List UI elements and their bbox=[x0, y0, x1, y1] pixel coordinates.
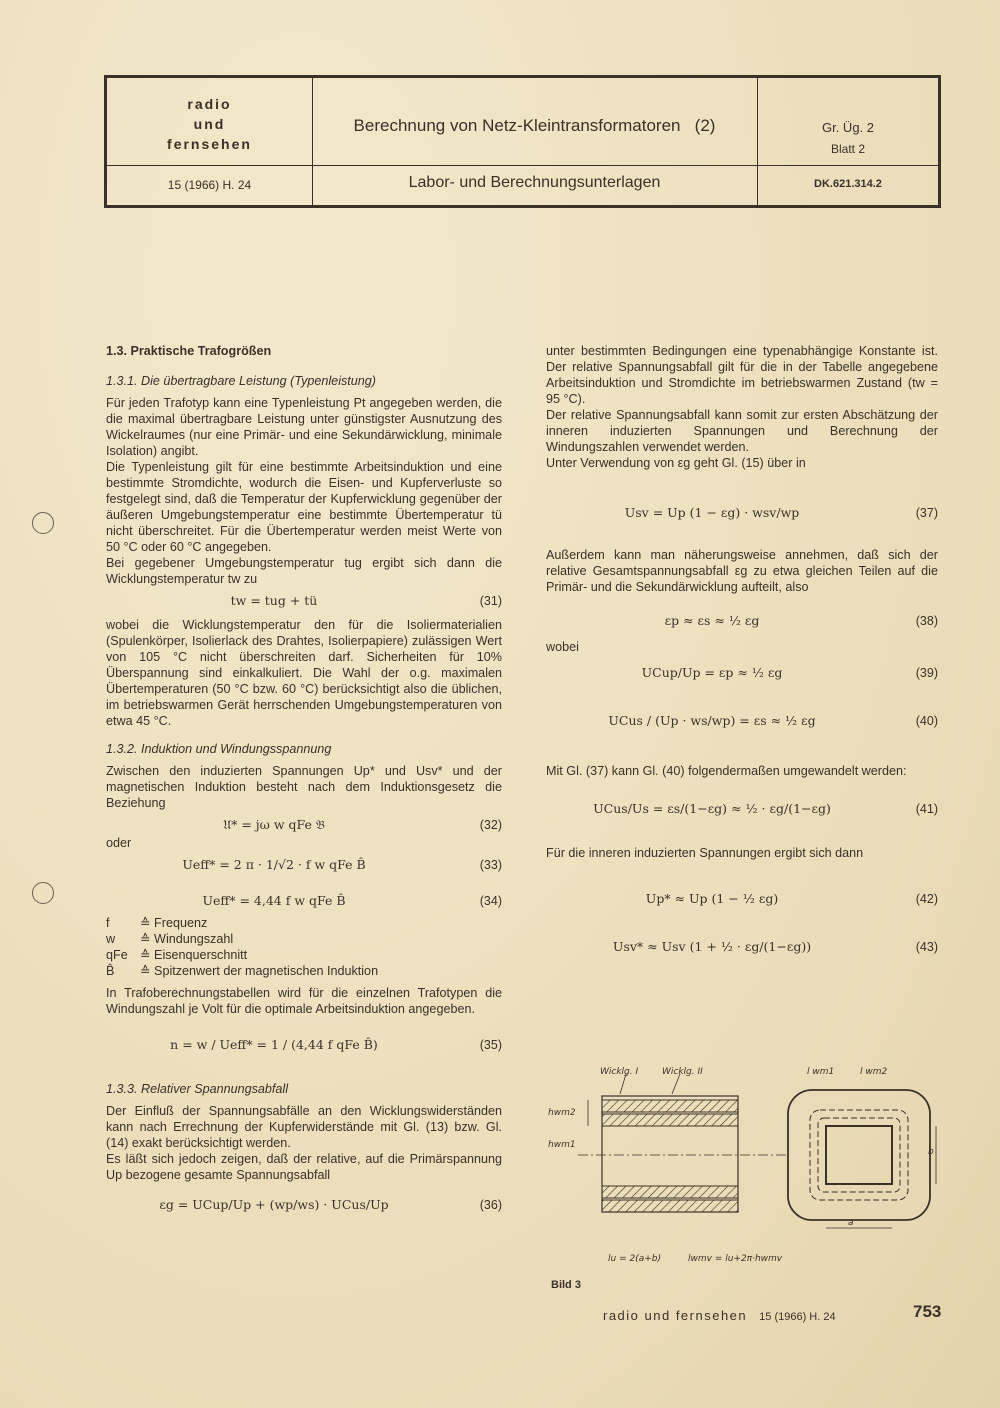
right-column bbox=[546, 343, 938, 965]
equation-31 bbox=[106, 587, 502, 617]
header-box bbox=[104, 75, 941, 208]
list-item bbox=[106, 931, 502, 947]
list-item bbox=[106, 915, 502, 931]
paragraph: Die Typenleistung gilt für eine bestimmte Arbeitsinduktion und eine bestimmte Stromdichte, wodurch die Eisen- und Kupferverluste so festgelegt sind, daß die Temperatur der Kupferwicklung gegenüber der äußeren Umgebungstemperatur eine bestimmte Übertemperatur tü nicht überschreitet. Für die Übertemperatur werden meist Werte von 50 °C oder 60 °C angegeben. bbox=[106, 460, 502, 554]
punch-hole bbox=[32, 882, 54, 904]
symbol-meaning: ≙ Windungszahl bbox=[140, 932, 234, 946]
winding-layer-1 bbox=[602, 1114, 738, 1126]
symbol: B̂ bbox=[106, 964, 115, 978]
equation-formula: UCup/Up = εp ≈ ½ εg bbox=[641, 665, 783, 680]
leader-line bbox=[620, 1074, 626, 1094]
equation-formula: UCus/Us = εs/(1−εg) ≈ ½ · εg/(1−εg) bbox=[593, 801, 831, 816]
section-heading: 1.3. Praktische Trafogrößen bbox=[106, 344, 272, 358]
symbol-meaning: ≙ Eisenquerschnitt bbox=[140, 948, 248, 962]
list-item bbox=[106, 947, 502, 963]
footer-journal: radio und fernsehen bbox=[603, 1308, 748, 1323]
paragraph: Mit Gl. (37) kann Gl. (40) folgendermaßen umgewandelt werden: bbox=[546, 764, 907, 778]
dimension-b-label: b bbox=[928, 1147, 934, 1157]
equation-number: (31) bbox=[479, 594, 502, 608]
subsection-heading: 1.3.1. Die übertragbare Leistung (Typenleistung) bbox=[106, 374, 376, 388]
paragraph: unter bestimmten Bedingungen eine typenabhängige Konstante ist. Der relative Spannungsabfall gilt für die in der Tabelle angegebene Arbeitsinduktion und Stromdichte im betriebswarmen Zustand (tw = 95 °C). bbox=[546, 344, 938, 406]
equation-37 bbox=[546, 471, 938, 547]
winding-2-label: Wicklg. II bbox=[662, 1067, 703, 1077]
oder-label: oder bbox=[106, 836, 132, 850]
paragraph: Für die inneren induzierten Spannungen ergibt sich dann bbox=[546, 846, 864, 860]
equation-number: (40) bbox=[915, 714, 938, 728]
equation-38 bbox=[546, 595, 938, 639]
equation-number: (39) bbox=[915, 666, 938, 680]
equation-number: (34) bbox=[479, 894, 502, 908]
punch-hole bbox=[32, 512, 54, 534]
symbol: f bbox=[106, 916, 110, 930]
equation-formula: Up* ≈ Up (1 − ½ εg) bbox=[645, 891, 779, 906]
equation-formula: Ueff* = 4,44 f w qFe B̂ bbox=[202, 893, 346, 908]
equation-number: (33) bbox=[479, 858, 502, 872]
paragraph: Der Einfluß der Spannungsabfälle an den Wicklungswiderständen kann nach Errechnung der Kupferwiderstände mit Gl. (13) bzw. Gl. (14) exakt berücksichtigt werden. bbox=[106, 1104, 502, 1150]
hwm2-label: hwm2 bbox=[548, 1108, 576, 1118]
brand-line: und bbox=[193, 116, 226, 132]
symbol: w bbox=[106, 932, 116, 946]
page-subtitle: Labor- und Berechnungsunterlagen bbox=[408, 174, 661, 191]
equation-34 bbox=[106, 887, 502, 913]
group-label: Gr. Üg. 2 bbox=[821, 120, 875, 135]
sheet-label: Blatt 2 bbox=[830, 142, 866, 156]
brand bbox=[107, 94, 312, 154]
paragraph: Bei gegebener Umgebungstemperatur tug ergibt sich dann die Wicklungstemperatur tw zu bbox=[106, 556, 502, 586]
winding-layer-2 bbox=[602, 1200, 738, 1212]
subsection-heading: 1.3.3. Relativer Spannungsabfall bbox=[106, 1082, 289, 1096]
paragraph: Der relative Spannungsabfall kann somit zur ersten Abschätzung der inneren induzierten Spannungen und Berechnung der Windungszahlen verwendet werden. bbox=[546, 408, 938, 454]
equation-formula: εp ≈ εs ≈ ½ εg bbox=[664, 613, 760, 628]
equation-number: (36) bbox=[479, 1198, 502, 1212]
dk-label: DK.621.314.2 bbox=[814, 178, 882, 190]
equation-formula: εg = UCup/Up + (wp/ws) · UCus/Up bbox=[159, 1197, 389, 1212]
winding-mean-path-1 bbox=[818, 1118, 900, 1192]
equation-36 bbox=[106, 1183, 502, 1223]
paragraph: Zwischen den induzierten Spannungen Up* und Usv* und der magnetischen Induktion besteht nach dem Induktionsgesetz die Beziehung bbox=[106, 764, 502, 810]
symbol: qFe bbox=[106, 948, 128, 962]
left-column bbox=[106, 343, 502, 1223]
wobei-label: wobei bbox=[546, 640, 579, 654]
winding-mean-path-2 bbox=[810, 1110, 908, 1200]
lwm1-label: l wm1 bbox=[807, 1067, 835, 1077]
equation-formula: n = w / Ueff* = 1 / (4,44 f qFe B̂) bbox=[170, 1037, 378, 1052]
equation-number: (35) bbox=[479, 1038, 502, 1052]
hwm1-label: hwm1 bbox=[548, 1140, 576, 1150]
paragraph: Unter Verwendung von εg geht Gl. (15) über in bbox=[546, 456, 806, 470]
transformer-figure bbox=[548, 1060, 940, 1278]
winding-layer-2 bbox=[602, 1100, 738, 1112]
paragraph: In Trafoberechnungstabellen wird für die einzelnen Trafotypen die Windungszahl je Volt für die optimale Arbeitsinduktion angegeben. bbox=[106, 986, 502, 1016]
equation-43 bbox=[546, 917, 938, 965]
equation-number: (42) bbox=[915, 892, 938, 906]
equation-formula: 𝔘* = jω w qFe 𝔅 bbox=[223, 817, 325, 832]
equation-41 bbox=[546, 779, 938, 845]
symbol-meaning: ≙ Frequenz bbox=[140, 916, 208, 930]
equation-35 bbox=[106, 1023, 502, 1069]
winding-layer-1 bbox=[602, 1186, 738, 1198]
lwm2-label: l wm2 bbox=[860, 1067, 888, 1077]
page-number: 753 bbox=[913, 1302, 942, 1321]
core-window bbox=[826, 1126, 892, 1184]
leader-line bbox=[672, 1074, 680, 1094]
formula-lwmv: lwmv = lu+2π·hwmv bbox=[688, 1254, 783, 1264]
footer-issue: 15 (1966) H. 24 bbox=[759, 1311, 836, 1323]
list-item bbox=[106, 963, 502, 979]
equation-number: (32) bbox=[479, 818, 502, 832]
equation-42 bbox=[546, 861, 938, 917]
equation-33 bbox=[106, 851, 502, 887]
equation-formula: Ueff* = 2 π · 1/√2 · f w qFe B̂ bbox=[182, 857, 366, 872]
equation-formula: UCus / (Up · ws/wp) = εs ≈ ½ εg bbox=[608, 713, 816, 728]
equation-formula: Usv* ≈ Usv (1 + ½ · εg/(1−εg)) bbox=[612, 939, 812, 954]
equation-formula: Usv = Up (1 − εg) · wsv/wp bbox=[624, 505, 800, 520]
page-title: Berechnung von Netz-Kleintransformatoren (2) bbox=[353, 116, 716, 135]
divider bbox=[107, 165, 938, 166]
formula-lu: lu = 2(a+b) bbox=[608, 1254, 661, 1264]
brand-line: radio bbox=[187, 96, 232, 112]
paragraph: Außerdem kann man näherungsweise annehmen, daß sich der relative Gesamtspannungsabfall εg zu etwa gleichen Teilen auf die Primär- und die Sekundärwicklung aufteilt, also bbox=[546, 548, 938, 594]
issue-label: 15 (1966) H. 24 bbox=[167, 178, 252, 192]
equation-number: (41) bbox=[915, 802, 938, 816]
paragraph: Es läßt sich jedoch zeigen, daß der relative, auf die Primärspannung Up bezogene gesamte Spannungsabfall bbox=[106, 1152, 502, 1182]
symbol-meaning: ≙ Spitzenwert der magnetischen Induktion bbox=[140, 964, 379, 978]
dimension-a-label: a bbox=[848, 1218, 854, 1228]
paragraph: Für jeden Trafotyp kann eine Typenleistung Pt angegeben werden, die die maximal übertragbare Leistung unter günstigster Ausnutzung des Wickelraumes (nur eine Primär- und eine Sekundärwicklung, minimale Isolation) angibt. bbox=[106, 396, 502, 458]
equation-number: (38) bbox=[915, 614, 938, 628]
winding-1-label: Wicklg. I bbox=[600, 1067, 639, 1077]
subsection-heading: 1.3.2. Induktion und Windungsspannung bbox=[106, 742, 332, 756]
figure-caption: Bild 3 bbox=[551, 1279, 581, 1291]
equation-40 bbox=[546, 699, 938, 763]
paragraph: wobei die Wicklungstemperatur den für die Isoliermaterialien (Spulenkörper, Isolierlack des Drahtes, Isolierpapiere) zulässigen Wert von 105 °C nicht überschreiten darf. Sicherheiten für 10% Überspannung sind einkalkuliert. Die Wahl der o.g. maximalen Übertemperaturen (50 °C bzw. 60 °C) berücksichtigt also die üblichen, im betriebswarmen Gerät herrschenden Umgebungstemperaturen von etwa 45 °C. bbox=[106, 618, 502, 728]
symbol-list bbox=[106, 915, 502, 979]
equation-formula: tw = tug + tü bbox=[230, 593, 318, 608]
brand-line: fernsehen bbox=[167, 136, 252, 152]
equation-39 bbox=[546, 655, 938, 699]
equation-number: (37) bbox=[915, 506, 938, 520]
equation-number: (43) bbox=[915, 940, 938, 954]
footer bbox=[603, 1308, 836, 1323]
equation-32 bbox=[106, 811, 502, 835]
